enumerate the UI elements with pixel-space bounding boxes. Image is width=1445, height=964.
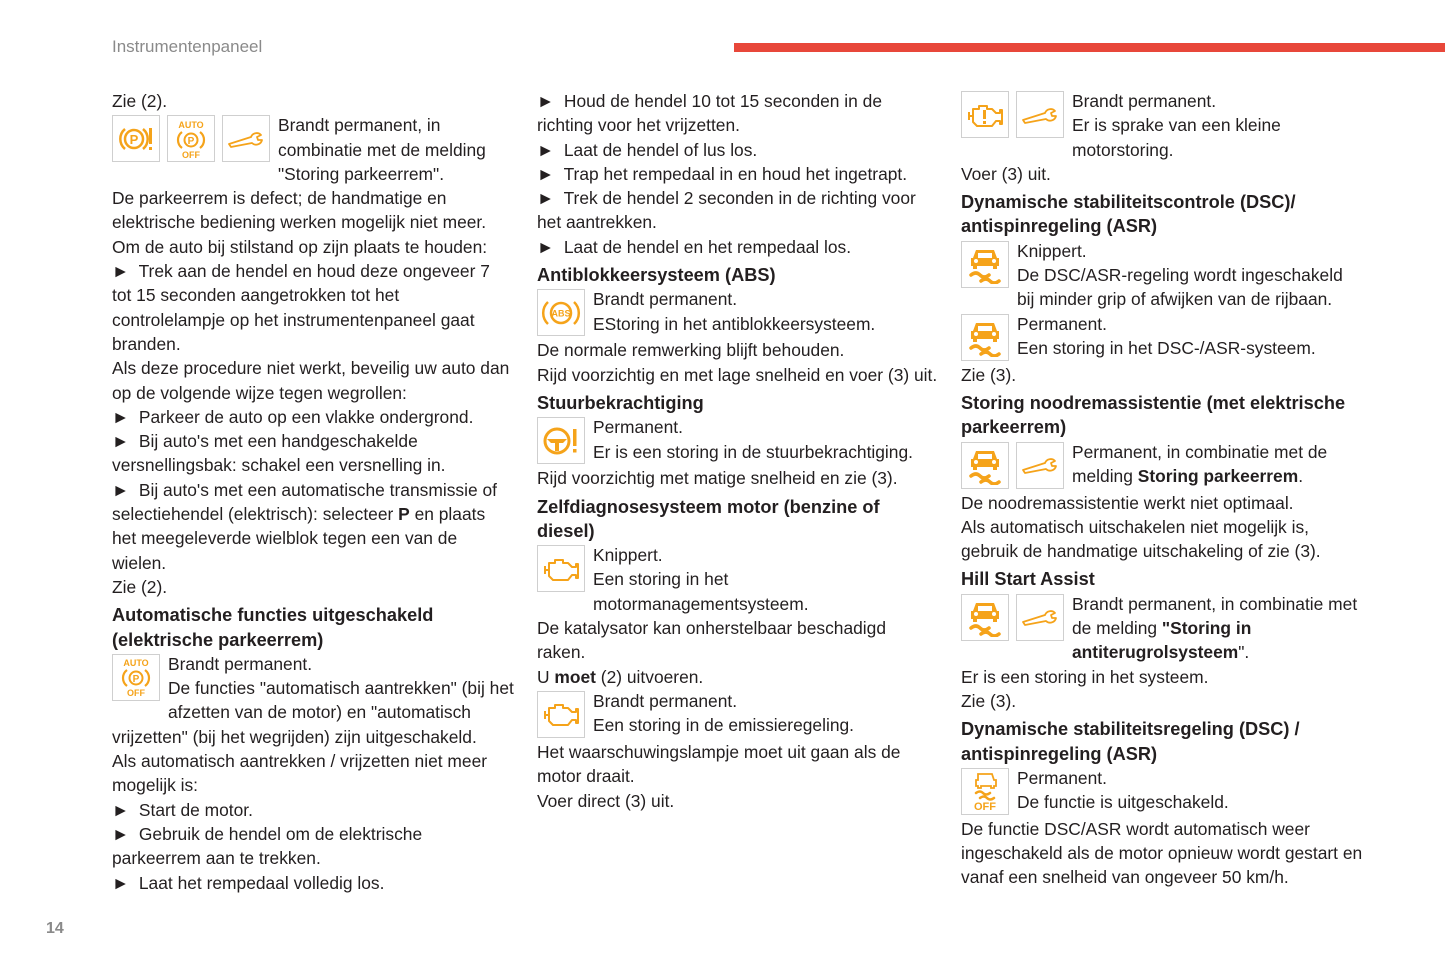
paragraph <box>961 689 1363 713</box>
svg-text:AUTO: AUTO <box>178 119 204 130</box>
warning-light-entry <box>537 415 939 466</box>
section-heading: Antiblokkeersysteem (ABS) <box>537 265 776 286</box>
bold-text: Storing parkeerrem <box>1137 465 1299 486</box>
wrench-icon <box>222 115 270 162</box>
column-2 <box>537 89 939 813</box>
paragraph <box>112 89 514 113</box>
section-heading: Dynamische stabiliteitscontrole (DSC)/ antispinregeling (ASR) <box>961 192 1296 237</box>
dsc-off-icon <box>961 768 1009 815</box>
paragraph-text: Als automatisch aantrekken / vrijzetten niet meer mogelijk is: <box>112 751 488 796</box>
warning-light-description: Een storing in het DSC-/ASR-systeem. <box>1017 337 1316 358</box>
wrench-icon <box>1016 594 1064 641</box>
dsc-icon <box>961 314 1009 361</box>
text-run: ". <box>1238 642 1250 663</box>
bullet-arrow-icon: ► <box>112 261 139 282</box>
bullet-item <box>537 138 939 162</box>
bullet-item <box>537 186 939 235</box>
warning-light-description: De DSC/ASR-regeling wordt ingeschakeld bij minder grip of afwijken van de rijbaan. <box>1017 265 1343 310</box>
page-number: 14 <box>46 920 64 937</box>
bullet-item <box>537 89 939 138</box>
auto-park-off-icon <box>112 654 160 701</box>
steering-warning-icon <box>537 417 585 464</box>
warning-light-icons <box>537 417 585 464</box>
paragraph <box>112 749 514 798</box>
bullet-arrow-icon: ► <box>112 799 139 820</box>
warning-light-description: Permanent. <box>1017 313 1107 334</box>
warning-light-icons <box>537 545 585 592</box>
warning-light-icons <box>961 241 1009 288</box>
paragraph-text: Voer direct (3) uit. <box>537 790 675 811</box>
warning-light-description: De functies "automatisch aantrekken" (bij het afzetten van de motor) en "automatisch vrijzetten" (bij het wegrijden) zijn uitgeschakeld. <box>112 678 514 747</box>
bullet-arrow-icon: ► <box>537 188 564 209</box>
paragraph <box>961 162 1363 186</box>
parking-brake-warning-icon <box>112 115 160 162</box>
warning-light-icons <box>961 91 1064 138</box>
bullet-arrow-icon: ► <box>537 139 564 160</box>
warning-light-icons <box>112 654 160 701</box>
warning-light-icons <box>961 442 1064 489</box>
paragraph <box>537 665 939 689</box>
warning-light-description: Brandt permanent. <box>1072 91 1217 111</box>
dsc-icon <box>961 594 1009 641</box>
bullet-item <box>112 798 514 822</box>
svg-text:OFF: OFF <box>127 688 145 698</box>
section-heading: Dynamische stabiliteitsregeling (DSC) / antispinregeling (ASR) <box>961 719 1300 764</box>
warning-light-description: Brandt permanent, in combinatie met de melding "Storing parkeerrem". <box>278 115 486 184</box>
svg-text:OFF: OFF <box>974 801 996 812</box>
paragraph-text: Houd de hendel 10 tot 15 seconden in de richting voor het vrijzetten. <box>537 91 883 136</box>
wrench-icon <box>1016 91 1064 138</box>
text-run: U <box>537 666 555 687</box>
text-run: Bij auto's met een automatische transmissie of selectiehendel (elektrisch): selecteer <box>112 479 497 525</box>
paragraph-text: Parkeer de auto op een vlakke ondergrond. <box>138 406 474 427</box>
warning-light-icons <box>537 289 585 336</box>
paragraph-text: De parkeerrem is defect; de handmatige en elektrische bediening werken mogelijk niet meer. <box>112 188 487 233</box>
bullet-arrow-icon: ► <box>112 872 139 893</box>
section-title: Instrumentenpaneel <box>112 37 263 56</box>
paragraph-text: Bij auto's met een handgeschakelde versnellingsbak: schakel een versnelling in. <box>112 431 446 476</box>
paragraph <box>537 740 939 789</box>
column-1 <box>112 89 514 895</box>
paragraph <box>961 665 1363 689</box>
warning-light-entry <box>537 689 939 740</box>
warning-light-entry <box>961 312 1363 363</box>
svg-text:P: P <box>129 131 139 147</box>
paragraph-text: De katalysator kan onherstelbaar beschadigd raken. <box>537 618 886 663</box>
engine-icon <box>537 691 585 738</box>
warning-light-icons <box>961 594 1064 641</box>
paragraph <box>537 363 939 387</box>
warning-light-entry <box>537 287 939 338</box>
warning-light-entry <box>961 239 1363 312</box>
warning-light-entry <box>961 766 1363 817</box>
warning-light-icons <box>112 115 270 162</box>
svg-text:AUTO: AUTO <box>123 658 149 669</box>
dsc-icon <box>961 442 1009 489</box>
warning-light-description: Brandt permanent. <box>593 289 738 310</box>
paragraph-text: Er is een storing in het systeem. <box>961 666 1209 687</box>
paragraph <box>537 338 939 362</box>
paragraph-text: Rijd voorzichtig met matige snelheid en zie (3). <box>537 468 898 489</box>
warning-light-entry <box>961 440 1363 491</box>
bullet-item <box>112 478 514 575</box>
paragraph <box>961 817 1363 890</box>
svg-text:P: P <box>187 135 195 147</box>
warning-light-entry <box>961 89 1363 162</box>
paragraph-text: Trek de hendel 2 seconden in de richting voor het aantrekken. <box>537 188 916 233</box>
paragraph-text: Om de auto bij stilstand op zijn plaats te houden: <box>112 236 488 257</box>
bullet-item <box>112 259 514 356</box>
bullet-arrow-icon: ► <box>112 823 139 844</box>
paragraph-text: De normale remwerking blijft behouden. <box>537 340 845 361</box>
bullet-arrow-icon: ► <box>112 406 139 427</box>
warning-light-description: Permanent. <box>593 417 683 438</box>
warning-light-description: Brandt permanent. <box>593 690 738 711</box>
bullet-arrow-icon: ► <box>537 163 564 184</box>
bullet-item <box>112 871 514 895</box>
paragraph-text: Start de motor. <box>138 799 253 820</box>
engine-warning-icon <box>961 91 1009 138</box>
paragraph-text: Laat de hendel en het rempedaal los. <box>563 236 852 257</box>
section-heading: Zelfdiagnosesysteem motor (benzine of diesel) <box>537 496 880 541</box>
warning-light-entry <box>112 113 514 186</box>
warning-light-description: Knippert. <box>593 545 663 566</box>
paragraph-text: Laat het rempedaal volledig los. <box>138 872 385 893</box>
section-heading: Hill Start Assist <box>961 569 1095 590</box>
text-run: . <box>1298 465 1304 486</box>
paragraph <box>961 491 1363 515</box>
warning-light-entry <box>112 652 514 749</box>
bullet-item <box>537 162 939 186</box>
paragraph <box>112 235 514 259</box>
bullet-item <box>112 822 514 871</box>
warning-light-icons <box>961 768 1009 815</box>
text-run: (2) uitvoeren. <box>595 666 704 687</box>
paragraph <box>961 363 1363 387</box>
paragraph-text: Het waarschuwingslampje moet uit gaan als de motor draait. <box>537 741 901 787</box>
paragraph-text: Als automatisch uitschakelen niet mogelijk is, gebruik de handmatige uitschakeling of zie (3). <box>961 516 1321 562</box>
warning-light-description: De functie is uitgeschakeld. <box>1017 792 1229 813</box>
text-run: Permanent, in combinatie met de melding <box>1072 441 1328 486</box>
bullet-item <box>537 235 939 259</box>
paragraph-text: Trek aan de hendel en houd deze ongeveer 7 tot 15 seconden aangetrokken tot het controlelampje op het instrumentenpaneel gaat branden. <box>112 261 490 354</box>
paragraph-text: Voer (3) uit. <box>961 163 1051 184</box>
auto-park-off-icon <box>167 115 215 162</box>
warning-light-entry <box>961 592 1363 665</box>
warning-light-description: Knippert. <box>1017 240 1087 261</box>
bullet-item <box>112 429 514 478</box>
column-3 <box>961 89 1363 890</box>
paragraph-text: Zie (3). <box>961 690 1017 711</box>
paragraph-text: Als deze procedure niet werkt, beveilig uw auto dan op de volgende wijze tegen wegrollen: <box>112 358 510 403</box>
warning-light-description: Een storing in het motormanagementsysteem. <box>593 569 809 614</box>
paragraph <box>537 466 939 490</box>
text-run: en plaats het meegeleverde wielblok tegen een van de wielen. <box>112 504 486 573</box>
svg-text:P: P <box>132 674 140 686</box>
abs-icon <box>537 289 585 336</box>
section-heading: Storing noodremassistentie (met elektrische parkeerrem) <box>961 392 1346 438</box>
text-run: Brandt permanent, in combinatie met de melding <box>1072 593 1358 639</box>
warning-light-description: Een storing in de emissieregeling. <box>593 715 855 736</box>
bullet-arrow-icon: ► <box>112 431 139 452</box>
section-heading: Stuurbekrachtiging <box>537 392 704 413</box>
bold-text: "Storing in antiterugrolsysteem <box>1072 618 1252 663</box>
paragraph-text: Laat de hendel of lus los. <box>563 139 758 160</box>
paragraph <box>537 789 939 813</box>
bullet-arrow-icon: ► <box>112 479 139 500</box>
header-accent-bar <box>734 43 1445 52</box>
bullet-arrow-icon: ► <box>537 91 564 111</box>
paragraph-text: De noodremassistentie werkt niet optimaal. <box>961 492 1294 513</box>
paragraph-text: Zie (2). <box>112 576 168 597</box>
paragraph-text: Rijd voorzichtig en met lage snelheid en voer (3) uit. <box>537 364 938 385</box>
warning-light-icons <box>537 691 585 738</box>
paragraph-text: De functie DSC/ASR wordt automatisch weer ingeschakeld als de motor opnieuw wordt gestart en vanaf een snelheid van ongeveer 50 km/h. <box>961 818 1363 888</box>
warning-light-entry <box>537 543 939 616</box>
warning-light-description: EStoring in het antiblokkeersysteem. <box>593 313 876 334</box>
paragraph-text: Gebruik de hendel om de elektrische parkeerrem aan te trekken. <box>112 823 423 869</box>
bold-text: P <box>398 504 410 525</box>
paragraph <box>112 186 514 235</box>
paragraph <box>961 515 1363 564</box>
section-heading: Automatische functies uitgeschakeld (elektrische parkeerrem) <box>112 605 434 650</box>
paragraph-text: Zie (2). <box>112 91 168 111</box>
svg-text:ABS: ABS <box>551 308 571 319</box>
warning-light-description: Brandt permanent. <box>168 653 313 674</box>
engine-icon <box>537 545 585 592</box>
bullet-arrow-icon: ► <box>537 236 564 257</box>
paragraph <box>112 356 514 405</box>
warning-light-icons <box>961 314 1009 361</box>
paragraph <box>537 616 939 665</box>
dsc-icon <box>961 241 1009 288</box>
warning-light-description: Er is een storing in de stuurbekrachtiging. <box>593 441 913 462</box>
paragraph-text: Trap het rempedaal in en houd het ingetrapt. <box>563 163 908 184</box>
bold-text: moet <box>554 666 596 687</box>
warning-light-description: Permanent. <box>1017 767 1107 788</box>
paragraph-text: Zie (3). <box>961 364 1017 385</box>
wrench-icon <box>1016 442 1064 489</box>
svg-text:OFF: OFF <box>182 149 200 159</box>
bullet-item <box>112 405 514 429</box>
paragraph <box>112 575 514 599</box>
warning-light-description: Er is sprake van een kleine motorstoring. <box>1072 115 1281 160</box>
